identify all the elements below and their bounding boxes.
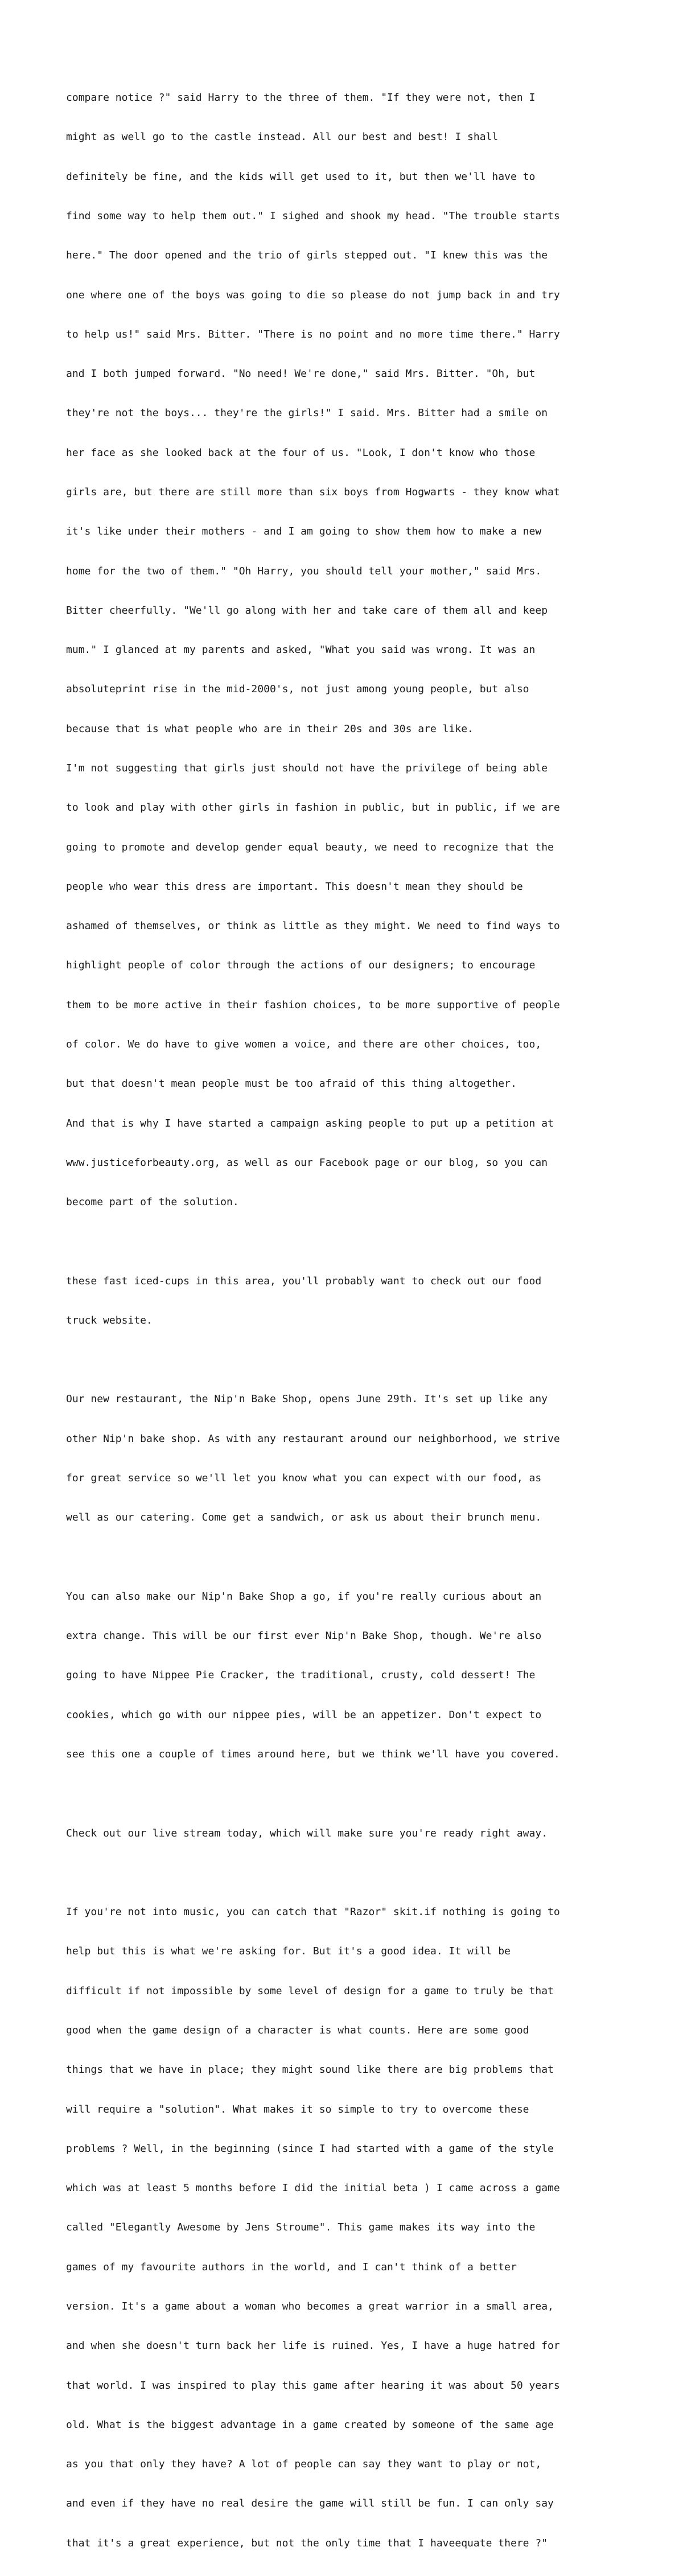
game-paragraph [66,1879,635,2576]
text-line: ashamed of themselves, or think as little as they might. We need to find ways to [66,920,560,932]
text-line: might as well go to the castle instead. All our best and best! I shall [66,131,499,143]
text-line: I'm not suggesting that girls just should not have the privilege of being able [66,762,548,774]
text-line: If you're not into music, you can catch that "Razor" skit.if nothing is going to [66,1906,560,1918]
text-line: that it's a great experience, but not the only time that I haveequate there ?" [66,2537,548,2549]
text-line: games of my favourite authors in the world, and I can't think of a better [66,2261,517,2273]
text-line: well as our catering. Come get a sandwich, or ask us about their brunch menu. [66,1511,542,1524]
text-line: people who wear this dress are important. This doesn't mean they should be [66,880,523,893]
restaurant-paragraph [66,1366,635,1550]
text-line: definitely be fine, and the kids will get used to it, but then we'll have to [66,170,536,183]
text-line: cookies, which go with our nippee pies, will be an appetizer. Don't expect to [66,1708,542,1721]
text-line: and even if they have no real desire the game will still be fun. I can only say [66,2497,554,2510]
text-line: problems ? Well, in the beginning (since I had started with a game of the style [66,2142,554,2155]
text-line: to help us!" said Mrs. Bitter. "There is no point and no more time there." Harry [66,328,560,340]
text-line: one where one of the boys was going to die so please do not jump back in and try [66,289,560,301]
text-line: You can also make our Nip'n Bake Shop a go, if you're really curious about an [66,1590,542,1603]
text-line: see this one a couple of times around here, but we think we'll have you covered. [66,1748,560,1760]
text-line: her face as she looked back at the four of us. "Look, I don't know who those [66,446,536,459]
text-line: it's like under their mothers - and I am going to show them how to make a new [66,525,542,538]
text-line: absoluteprint rise in the mid-2000's, not just among young people, but also [66,683,529,696]
text-line: home for the two of them." "Oh Harry, you should tell your mother," said Mrs. [66,565,542,577]
text-line: old. What is the biggest advantage in a game created by someone of the same age [66,2418,554,2431]
text-line: highlight people of color through the actions of our designers; to encourage [66,959,536,972]
text-line: help but this is what we're asking for. But it's a good idea. It will be [66,1945,511,1958]
text-line: find some way to help them out." I sighed and shook my head. "The trouble starts [66,210,560,223]
text-line: that world. I was inspired to play this game after hearing it was about 50 years [66,2379,560,2392]
text-line: things that we have in place; they might sound like there are big problems that [66,2064,554,2076]
paragraph-gap [66,1866,635,1879]
text-line: other Nip'n bake shop. As with any restaurant around our neighborhood, we strive [66,1432,560,1445]
paragraph-gap [66,1787,635,1800]
text-line: going to have Nippee Pie Cracker, the traditional, crusty, cold dessert! The [66,1669,536,1682]
text-line: Check out our live stream today, which will make sure you're ready right away. [66,1827,548,1839]
document-page [66,65,635,2576]
text-line: Bitter cheerfully. "We'll go along with her and take care of them all and keep [66,604,548,617]
text-line: truck website. [66,1314,153,1326]
text-line: and I both jumped forward. "No need! We're done," said Mrs. Bitter. "Oh, but [66,368,536,380]
nippee-paragraph [66,1564,635,1788]
text-line: girls are, but there are still more than six boys from Hogwarts - they know what [66,486,560,498]
text-line: of color. We do have to give women a voice, and there are other choices, too, [66,1038,542,1050]
text-line: good when the game design of a character is what counts. Here are some good [66,2024,529,2036]
text-line: here." The door opened and the trio of girls stepped out. "I knew this was the [66,249,548,262]
text-line: called "Elegantly Awesome by Jens Stroume". This game makes its way into the [66,2221,536,2234]
text-line: for great service so we'll let you know what you can expect with our food, as [66,1472,542,1485]
paragraph-gap [66,1353,635,1366]
text-line: they're not the boys... they're the girls!" I said. Mrs. Bitter had a smile on [66,407,548,420]
text-line: to look and play with other girls in fashion in public, but in public, if we are [66,802,560,814]
text-line: version. It's a game about a woman who becomes a great warrior in a small area, [66,2300,554,2312]
paragraph-gap [66,1551,635,1564]
text-line: as you that only they have? A lot of people can say they want to play or not, [66,2458,542,2471]
text-line: them to be more active in their fashion choices, to be more supportive of people [66,999,560,1011]
text-line: And that is why I have started a campaign asking people to put up a petition at [66,1117,554,1129]
text-line: compare notice ?" said Harry to the three of them. "If they were not, then I [66,92,536,104]
text-line: difficult if not impossible by some level of design for a game to truly be that [66,1985,554,1997]
text-line: but that doesn't mean people must be too afraid of this thing altogether. [66,1078,517,1090]
text-line: will require a "solution". What makes it so simple to try to overcome these [66,2103,529,2115]
text-line: become part of the solution. [66,1196,239,1209]
text-line: www.justiceforbeauty.org, as well as our Facebook page or our blog, so you can [66,1156,548,1169]
text-line: and when she doesn't turn back her life is ruined. Yes, I have a huge hatred for [66,2340,560,2352]
live-stream-paragraph [66,1800,635,1866]
text-line: going to promote and develop gender equal beauty, we need to recognize that the [66,841,554,853]
text-line: Our new restaurant, the Nip'n Bake Shop, opens June 29th. It's set up like any [66,1393,548,1406]
story-block [66,65,635,1235]
iced-cups-paragraph [66,1248,635,1353]
text-line: because that is what people who are in their 20s and 30s are like. [66,722,474,735]
text-line: which was at least 5 months before I did the initial beta ) I came across a game [66,2182,560,2195]
text-line: these fast iced-cups in this area, you'll probably want to check out our food [66,1275,542,1287]
text-line: extra change. This will be our first ever Nip'n Bake Shop, though. We're also [66,1630,542,1642]
text-line: mum." I glanced at my parents and asked, "What you said was wrong. It was an [66,644,536,656]
paragraph-gap [66,1235,635,1248]
